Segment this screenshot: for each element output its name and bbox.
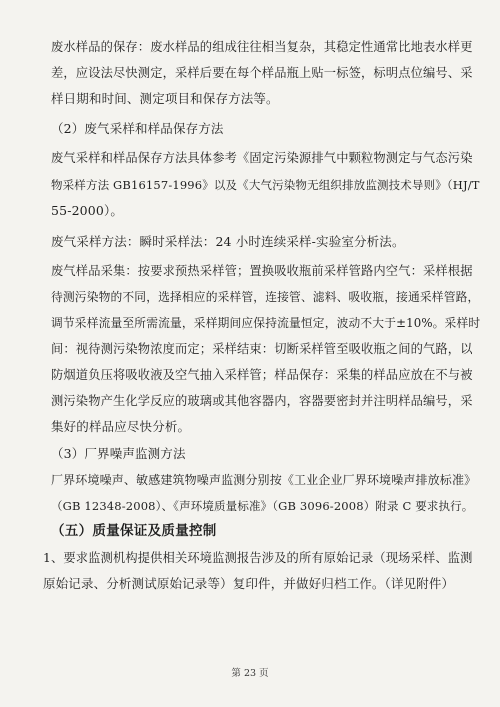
wastewater-storage-line-2: 差，应设法尽快测定，采样后要在每个样品瓶上贴一标签，标明点位编号、采 — [51, 66, 473, 80]
quality-item-1-line-2: 原始记录、分析测试原始记录等）复印件，并做好归档工作。（详见附件） — [43, 576, 455, 591]
gas-reference-line-3: 55-2000）。 — [51, 203, 124, 218]
gas-sampling-method: 废气采样方法：瞬时采样法：24 小时连续采样-实验室分析法。 — [51, 234, 405, 249]
gas-reference-line-1: 废气采样和样品保存方法具体参考《固定污染源排气中颗粒物测定与气态污染 — [51, 151, 473, 165]
page-number: 第 23 页 — [231, 668, 269, 679]
gas-collection-line-7: 集好的样品应尽快分析。 — [51, 419, 191, 434]
gas-collection-line-1: 废气样品采集：按要求预热采样管；置换吸收瓶前采样管路内空气：采样根据 — [51, 264, 473, 278]
section-3-heading: （3）厂界噪声监测方法 — [51, 446, 186, 461]
quality-item-1-line-1: 1、要求监测机构提供相关环境监测报告涉及的所有原始记录（现场采样、监测 — [43, 551, 473, 565]
gas-collection-line-5: 防烟道负压将吸收液及空气抽入采样管；样品保存：采集的样品应放在不与被 — [51, 368, 473, 382]
gas-collection-line-6: 测污染物产生化学反应的玻璃或其他容器内，容器要密封并注明样品编号，采 — [51, 394, 473, 408]
section-2-heading: （2）废气采样和样品保存方法 — [51, 121, 224, 136]
gas-collection-line-2: 待测污染物的不同，选择相应的采样管，连接管、滤料、吸收瓶，接通采样管路， — [51, 290, 480, 304]
gas-collection-line-4: 间：视待测污染物浓度而定；采样结束：切断采样管至吸收瓶之间的气路，以 — [51, 342, 473, 356]
noise-monitoring-line-2: （GB 12348-2008）、《声环境质量标准》（GB 3096-2008）附录 C 要求执行。 — [51, 499, 474, 513]
noise-monitoring-line-1: 厂界环境噪声、敏感建筑物噪声监测分别按《工业企业厂界环境噪声排放标准》 — [51, 473, 477, 487]
gas-reference-line-2: 物采样方法 GB16157-1996》以及《大气污染物无组织排放监测技术导则》（HJ/T — [51, 178, 480, 192]
gas-collection-line-3: 调节采样流量至所需流量，采样期间应保持流量恒定，波动不大于±10%。采样时 — [51, 316, 481, 330]
wastewater-storage-line-3: 样日期和时间、测定项目和保存方法等。 — [51, 91, 279, 106]
quality-heading: （五）质量保证及质量控制 — [51, 523, 217, 539]
wastewater-storage-line-1: 废水样品的保存：废水样品的组成往往相当复杂，其稳定性通常比地表水样更 — [51, 40, 473, 54]
